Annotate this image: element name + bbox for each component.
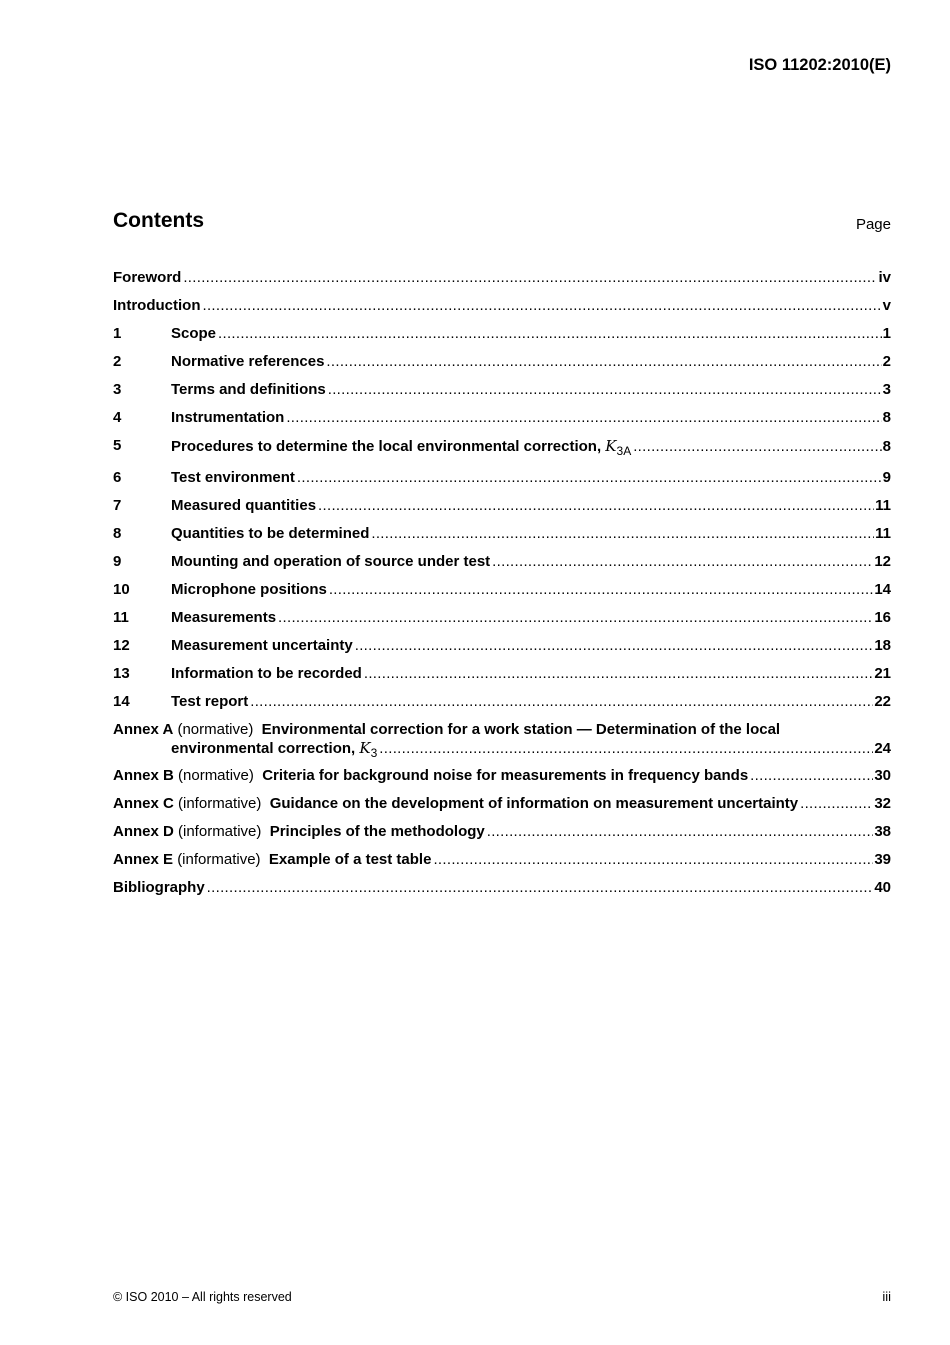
annex-status: (informative) (177, 851, 261, 868)
toc-entry-annex-e[interactable] (113, 850, 891, 878)
dot-leader (329, 580, 873, 600)
toc-entry-clause-5[interactable] (113, 436, 891, 468)
table-of-contents (113, 268, 891, 906)
toc-entry-number: 2 (113, 353, 122, 370)
symbol-k: K (359, 739, 371, 757)
toc-entry-title-text: Procedures to determine the local environmental correction, (171, 438, 602, 455)
dot-leader (183, 268, 877, 288)
toc-entry-number: 12 (113, 637, 130, 654)
toc-entry-title: Terms and definitions (171, 381, 326, 398)
toc-entry-page: 8 (882, 438, 891, 455)
toc-entry-title (171, 436, 631, 461)
toc-entry-clause-9[interactable] (113, 552, 891, 580)
annex-title-line1: Environmental correction for a work station — Determination of the local (261, 721, 781, 738)
toc-entry-number: 8 (113, 525, 122, 542)
toc-entry-number: 10 (113, 581, 130, 598)
toc-entry-title: Measurements (171, 609, 277, 626)
toc-entry-number: 4 (113, 409, 122, 426)
annex-label: Annex D (113, 823, 174, 840)
toc-entry-title: Mounting and operation of source under test (171, 553, 491, 570)
toc-entry-page: 16 (874, 609, 891, 626)
toc-entry-title: Instrumentation (171, 409, 285, 426)
annex-label: Annex C (113, 795, 174, 812)
toc-entry-clause-14[interactable] (113, 692, 891, 720)
copyright-notice: © ISO 2010 – All rights reserved (113, 1290, 292, 1304)
toc-entry-clause-8[interactable] (113, 524, 891, 552)
toc-entry-number: 13 (113, 665, 130, 682)
page-column-label: Page (855, 216, 891, 233)
toc-entry-clause-11[interactable] (113, 608, 891, 636)
toc-entry-clause-2[interactable] (113, 352, 891, 380)
annex-status: (normative) (178, 767, 254, 784)
toc-entry-number: 1 (113, 325, 122, 342)
toc-entry-page: 32 (874, 795, 891, 812)
toc-entry-annex-b[interactable] (113, 766, 891, 794)
toc-entry-page: v (882, 297, 891, 314)
toc-entry-foreword[interactable] (113, 268, 891, 296)
annex-status: (informative) (178, 823, 262, 840)
toc-entry-title: Test environment (171, 469, 295, 486)
dot-leader (371, 524, 874, 544)
symbol-subscript: 3 (370, 746, 378, 760)
toc-entry-page: 1 (882, 325, 891, 342)
dot-leader (318, 496, 874, 516)
toc-entry-page: 11 (875, 497, 891, 514)
toc-entry-clause-1[interactable] (113, 324, 891, 352)
toc-entry-title: Foreword (113, 269, 182, 286)
dot-leader (297, 468, 882, 488)
annex-title: Example of a test table (268, 851, 432, 868)
dot-leader (379, 739, 873, 759)
toc-entry-clause-3[interactable] (113, 380, 891, 408)
toc-entry-bibliography[interactable] (113, 878, 891, 906)
annex-title: Guidance on the development of information on measurement uncertainty (269, 795, 799, 812)
toc-entry-number: 5 (113, 437, 122, 454)
dot-leader (207, 878, 874, 898)
toc-entry-number: 9 (113, 553, 122, 570)
contents-title: Contents (113, 209, 204, 232)
dot-leader (487, 822, 874, 842)
toc-entry-page: iv (878, 269, 891, 286)
toc-entry-title: Measured quantities (171, 497, 317, 514)
toc-entry-page: 14 (874, 581, 891, 598)
annex-label: Annex B (113, 767, 174, 784)
toc-entry-title: Normative references (171, 353, 325, 370)
annex-title: Criteria for background noise for measurements in frequency bands (262, 767, 749, 784)
dot-leader (250, 692, 873, 712)
dot-leader (218, 324, 882, 344)
dot-leader (278, 608, 873, 628)
toc-entry-page: 39 (874, 851, 891, 868)
annex-label: Annex A (113, 721, 174, 738)
toc-entry-page: 21 (874, 665, 891, 682)
toc-entry-page: 9 (882, 469, 891, 486)
toc-entry-clause-13[interactable] (113, 664, 891, 692)
toc-entry-title: Microphone positions (171, 581, 327, 598)
annex-status: (normative) (177, 721, 254, 738)
symbol-subscript: 3A (616, 444, 632, 458)
dot-leader (364, 664, 873, 684)
toc-entry-title: Measurement uncertainty (171, 637, 353, 654)
dot-leader (202, 296, 881, 316)
toc-entry-clause-6[interactable] (113, 468, 891, 496)
toc-entry-page: 18 (874, 637, 891, 654)
toc-entry-introduction[interactable] (113, 296, 891, 324)
dot-leader (492, 552, 873, 572)
toc-entry-clause-4[interactable] (113, 408, 891, 436)
dot-leader (633, 437, 881, 457)
toc-entry-number: 6 (113, 469, 122, 486)
toc-entry-page: 11 (875, 525, 891, 542)
dot-leader (800, 794, 873, 814)
toc-entry-clause-12[interactable] (113, 636, 891, 664)
toc-entry-title: Bibliography (113, 879, 205, 896)
dot-leader (355, 636, 874, 656)
annex-label: Annex E (113, 851, 174, 868)
toc-entry-page: 22 (874, 693, 891, 710)
toc-entry-page: 40 (874, 879, 891, 896)
dot-leader (328, 380, 882, 400)
toc-entry-annex-c[interactable] (113, 794, 891, 822)
dot-leader (286, 408, 881, 428)
toc-entry-title: Information to be recorded (171, 665, 362, 682)
toc-entry-page: 3 (882, 381, 891, 398)
toc-entry-page: 2 (882, 353, 891, 370)
toc-entry-page: 12 (874, 553, 891, 570)
toc-entry-title: Test report (171, 693, 249, 710)
dot-leader (326, 352, 881, 372)
dot-leader (750, 766, 873, 786)
toc-entry-annex-a[interactable] (113, 720, 891, 766)
toc-entry-clause-10[interactable] (113, 580, 891, 608)
toc-entry-annex-d[interactable] (113, 822, 891, 850)
annex-status: (informative) (178, 795, 262, 812)
document-id-header: ISO 11202:2010(E) (748, 56, 891, 74)
toc-entry-page: 38 (874, 823, 891, 840)
annex-title-line2-text: environmental correction, (171, 740, 356, 757)
toc-entry-number: 11 (113, 609, 129, 626)
toc-entry-page: 24 (874, 740, 891, 757)
toc-entry-number: 3 (113, 381, 122, 398)
annex-title-line2 (171, 738, 377, 763)
toc-entry-page: 8 (882, 409, 891, 426)
toc-entry-page: 30 (874, 767, 891, 784)
symbol-k: K (605, 437, 617, 455)
toc-entry-title: Introduction (113, 297, 201, 314)
annex-title: Principles of the methodology (269, 823, 485, 840)
toc-entry-title: Scope (171, 325, 217, 342)
toc-entry-number: 7 (113, 497, 122, 514)
dot-leader (433, 850, 873, 870)
toc-entry-number: 14 (113, 693, 130, 710)
toc-entry-title: Quantities to be determined (171, 525, 370, 542)
toc-entry-clause-7[interactable] (113, 496, 891, 524)
page-number: iii (882, 1289, 891, 1304)
